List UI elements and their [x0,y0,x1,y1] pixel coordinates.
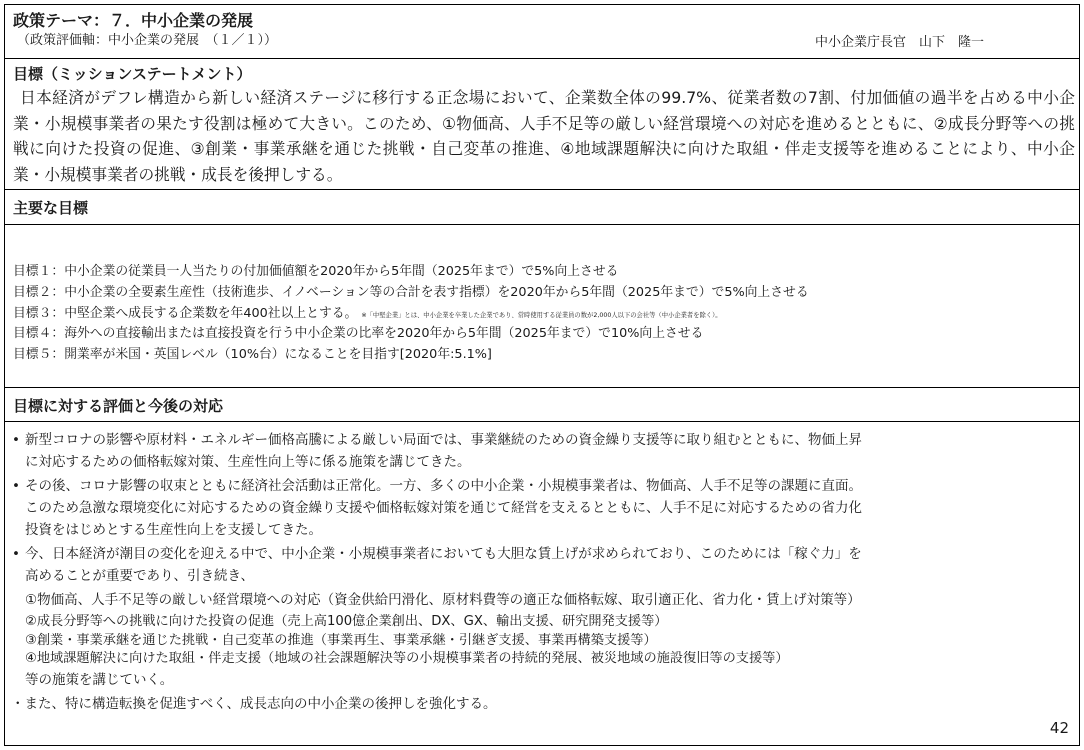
list-item: • 新型コロナの影響や原材料・エネルギー価格高騰による厳しい局面では、事業継続のための資金繰り支援等に取り組むとともに、物価上昇 に対応するための価格転嫁対策、生産性向上等に係る施策を講じてきた。 [11,429,1075,473]
evaluation-list [11,429,1075,715]
goals-list [13,262,809,366]
divider [5,58,1079,59]
divider [5,387,1079,388]
list-item: • 今、日本経済が潮目の変化を迎える中で、中小企業・小規模事業者においても大胆な賃上げが求められており、このためには「稼ぐ力」を 高めることが重要であり、引き続き、 ①物価高、人手不足等の厳しい経営環境への対応（資金供給円滑化、原材料費等の適正な価格転嫁、取引適正化、省力化・賃上げ対策等） ②成長分野等への挑戦に向けた投資の促進（売上高100億企業創出、DX、GX、輸出支援、研究開発支援等） ③創業・事業承継を通じた挑戦・自己変革の推進（事業再生、事業承継・引継ぎ支援、事業再構築支援等） ④地域課題解決に向けた取組・伴走支援（地域の社会課題解決等の小規模事業者の持続的発展、被災地域の施設復旧等の支援等） 等の施策を講じていく。 [11,543,1075,691]
page-subtitle: （政策評価軸：中小企業の発展 （１／１）） [17,33,278,48]
goal-item: 目標４：海外への直接輸出または直接投資を行う中小企業の比率を2020年から5年間（2025年まで）で10%向上させる [13,326,704,342]
mission-text: 日本経済がデフレ構造から新しい経済ステージに移行する正念場において、企業数全体の99.7%、従業者数の7割、付加価値の過半を占める中小企業・小規模事業者の果たす役割は極めて大きい。このため、①物価高、人手不足等の厳しい経営環境への対応を進めるとともに、②成長分野等への挑戦に向けた投資の促進、③創業・事業承継を通じた挑戦・自己変革の推進、④地域課題解決に向けた取組・伴走支援等を進めることにより、中小企業・小規模事業者の挑戦・成長を後押しする。 [13,88,1075,184]
divider [5,224,1079,225]
mission-heading: 目標（ミッションステートメント） [13,65,252,83]
list-item: • その後、コロナ影響の収束とともに経済社会活動は正常化。一方、多くの中小企業・小規模事業者は、物価高、人手不足等の課題に直面。 このため急激な環境変化に対応するための資金繰り支援や価格転嫁対策を通じて経営を支えるとともに、人手不足に対応するための省力化 投資をはじめとする生産性向上を支援してきた。 [11,475,1075,541]
goal-item: 目標１：中小企業の従業員一人当たりの付加価値額を2020年から5年間（2025年まで）で5%向上させる [13,264,619,279]
evaluation-heading: 目標に対する評価と今後の対応 [13,397,224,415]
goal-item: 目標２：中小企業の全要素生産性（技術進歩、イノベーション等の合計を表す指標）を2020年から5年間（2025年まで）で5%向上させる [13,284,809,300]
official-name: 中小企業庁長官 山下 隆一 [815,35,985,50]
divider [5,189,1079,190]
goal-footnote: ※「中堅企業」とは、中小企業を卒業した企業であり、常時使用する従業員の数が2,000人以下の会社等（中小企業者を除く）。 [361,311,722,319]
goal-item: 目標５：開業率が米国・英国レベル（10%台）になることを目指す[2020年:5.1%] [13,347,492,363]
list-item: ・また、特に構造転換を促進すべく、成長志向の中小企業の後押しを強化する。 [11,695,497,712]
page-title: 政策テーマ：７．中小企業の発展 [13,11,254,30]
divider [5,421,1079,422]
goal-item: 目標３：中堅企業へ成長する企業数を年400社以上とする。 ※「中堅企業」とは、中小企業を卒業した企業であり、常時使用する従業員の数が2,000人以下の会社等（中小企業者を除く）。 [13,305,722,321]
goals-heading: 主要な目標 [13,199,89,217]
page-number: 42 [1049,719,1069,737]
slide-frame [4,4,1080,746]
